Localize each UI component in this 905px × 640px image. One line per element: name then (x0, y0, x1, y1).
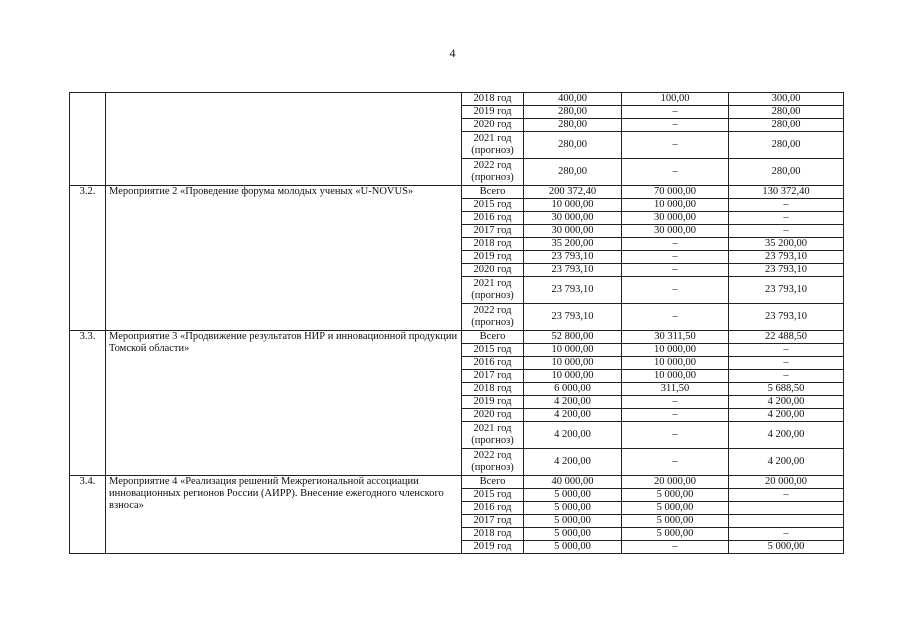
federal-cell: – (622, 251, 729, 264)
regional-cell: 280,00 (729, 132, 844, 159)
total-cell: 40 000,00 (524, 476, 622, 489)
year-cell: 2022 год (прогноз) (462, 449, 524, 476)
total-cell: 4 200,00 (524, 422, 622, 449)
federal-cell: – (622, 541, 729, 554)
total-cell: 35 200,00 (524, 238, 622, 251)
regional-cell: 5 000,00 (729, 541, 844, 554)
regional-cell: – (729, 212, 844, 225)
regional-cell: 4 200,00 (729, 396, 844, 409)
federal-cell: 100,00 (622, 93, 729, 106)
regional-cell: 23 793,10 (729, 277, 844, 304)
measure-number (70, 93, 106, 186)
year-cell: 2020 год (462, 119, 524, 132)
total-cell: 10 000,00 (524, 199, 622, 212)
measure-name: Мероприятие 3 «Продвижение результатов НИР и инновационной продукции Томской области» (106, 331, 462, 476)
federal-cell: 30 000,00 (622, 225, 729, 238)
regional-cell: – (729, 225, 844, 238)
year-cell: 2018 год (462, 93, 524, 106)
year-cell: 2017 год (462, 370, 524, 383)
total-cell: 30 000,00 (524, 225, 622, 238)
regional-cell: 23 793,10 (729, 251, 844, 264)
year-cell: Всего (462, 331, 524, 344)
federal-cell: 10 000,00 (622, 199, 729, 212)
total-cell: 23 793,10 (524, 304, 622, 331)
federal-cell: 5 000,00 (622, 489, 729, 502)
total-cell: 280,00 (524, 106, 622, 119)
total-cell: 6 000,00 (524, 383, 622, 396)
regional-cell: 280,00 (729, 119, 844, 132)
regional-cell: 4 200,00 (729, 449, 844, 476)
federal-cell: 10 000,00 (622, 357, 729, 370)
regional-cell: – (729, 344, 844, 357)
year-cell: 2015 год (462, 344, 524, 357)
regional-cell: 23 793,10 (729, 304, 844, 331)
federal-cell: 5 000,00 (622, 528, 729, 541)
year-cell: Всего (462, 186, 524, 199)
table-row (70, 93, 844, 106)
regional-cell: – (729, 489, 844, 502)
total-cell: 280,00 (524, 159, 622, 186)
year-cell: 2016 год (462, 212, 524, 225)
federal-cell: – (622, 159, 729, 186)
regional-cell (729, 502, 844, 515)
federal-cell: – (622, 409, 729, 422)
regional-cell (729, 515, 844, 528)
table-row (70, 186, 844, 199)
year-cell: 2021 год (прогноз) (462, 422, 524, 449)
regional-cell: 22 488,50 (729, 331, 844, 344)
total-cell: 4 200,00 (524, 409, 622, 422)
regional-cell: – (729, 199, 844, 212)
year-cell: 2019 год (462, 251, 524, 264)
federal-cell: 70 000,00 (622, 186, 729, 199)
regional-cell: 4 200,00 (729, 422, 844, 449)
measure-name: Мероприятие 4 «Реализация решений Межрегиональной ассоциации инновационных регионов России (АИРР). Внесение ежегодного членского взноса» (106, 476, 462, 554)
measure-number: 3.4. (70, 476, 106, 554)
year-cell: 2019 год (462, 396, 524, 409)
year-cell: 2020 год (462, 409, 524, 422)
regional-cell: – (729, 528, 844, 541)
year-cell: 2019 год (462, 106, 524, 119)
regional-cell: 130 372,40 (729, 186, 844, 199)
regional-cell: – (729, 370, 844, 383)
federal-cell: 10 000,00 (622, 370, 729, 383)
year-cell: 2015 год (462, 199, 524, 212)
federal-cell: – (622, 132, 729, 159)
total-cell: 4 200,00 (524, 449, 622, 476)
federal-cell: 20 000,00 (622, 476, 729, 489)
regional-cell: 280,00 (729, 159, 844, 186)
measure-number: 3.2. (70, 186, 106, 331)
year-cell: 2021 год (прогноз) (462, 132, 524, 159)
total-cell: 5 000,00 (524, 489, 622, 502)
regional-cell: 4 200,00 (729, 409, 844, 422)
year-cell: 2017 год (462, 225, 524, 238)
federal-cell: 30 000,00 (622, 212, 729, 225)
federal-cell: – (622, 264, 729, 277)
total-cell: 280,00 (524, 132, 622, 159)
year-cell: 2022 год (прогноз) (462, 159, 524, 186)
federal-cell: 10 000,00 (622, 344, 729, 357)
page-number: 4 (449, 46, 456, 60)
budget-table (69, 92, 844, 554)
regional-cell: 20 000,00 (729, 476, 844, 489)
regional-cell: 35 200,00 (729, 238, 844, 251)
federal-cell: 311,50 (622, 383, 729, 396)
federal-cell: – (622, 449, 729, 476)
measure-name: Мероприятие 2 «Проведение форума молодых ученых «U-NOVUS» (106, 186, 462, 331)
year-cell: 2022 год (прогноз) (462, 304, 524, 331)
regional-cell: 280,00 (729, 106, 844, 119)
table-row (70, 331, 844, 344)
federal-cell: 5 000,00 (622, 515, 729, 528)
year-cell: 2018 год (462, 238, 524, 251)
total-cell: 400,00 (524, 93, 622, 106)
year-cell: 2016 год (462, 502, 524, 515)
total-cell: 30 000,00 (524, 212, 622, 225)
total-cell: 52 800,00 (524, 331, 622, 344)
total-cell: 10 000,00 (524, 344, 622, 357)
year-cell: 2020 год (462, 264, 524, 277)
regional-cell: 5 688,50 (729, 383, 844, 396)
year-cell: 2018 год (462, 528, 524, 541)
federal-cell: – (622, 106, 729, 119)
federal-cell: 5 000,00 (622, 502, 729, 515)
total-cell: 23 793,10 (524, 264, 622, 277)
total-cell: 4 200,00 (524, 396, 622, 409)
total-cell: 23 793,10 (524, 277, 622, 304)
year-cell: 2021 год (прогноз) (462, 277, 524, 304)
year-cell: Всего (462, 476, 524, 489)
regional-cell: – (729, 357, 844, 370)
measure-name (106, 93, 462, 186)
regional-cell: 300,00 (729, 93, 844, 106)
total-cell: 5 000,00 (524, 528, 622, 541)
year-cell: 2019 год (462, 541, 524, 554)
federal-cell: – (622, 304, 729, 331)
federal-cell: – (622, 422, 729, 449)
total-cell: 5 000,00 (524, 515, 622, 528)
total-cell: 5 000,00 (524, 502, 622, 515)
federal-cell: – (622, 238, 729, 251)
regional-cell: 23 793,10 (729, 264, 844, 277)
federal-cell: – (622, 396, 729, 409)
total-cell: 280,00 (524, 119, 622, 132)
total-cell: 10 000,00 (524, 357, 622, 370)
year-cell: 2016 год (462, 357, 524, 370)
measure-number: 3.3. (70, 331, 106, 476)
total-cell: 10 000,00 (524, 370, 622, 383)
total-cell: 23 793,10 (524, 251, 622, 264)
year-cell: 2018 год (462, 383, 524, 396)
total-cell: 200 372,40 (524, 186, 622, 199)
year-cell: 2015 год (462, 489, 524, 502)
federal-cell: 30 311,50 (622, 331, 729, 344)
total-cell: 5 000,00 (524, 541, 622, 554)
year-cell: 2017 год (462, 515, 524, 528)
table-row (70, 476, 844, 489)
federal-cell: – (622, 277, 729, 304)
federal-cell: – (622, 119, 729, 132)
